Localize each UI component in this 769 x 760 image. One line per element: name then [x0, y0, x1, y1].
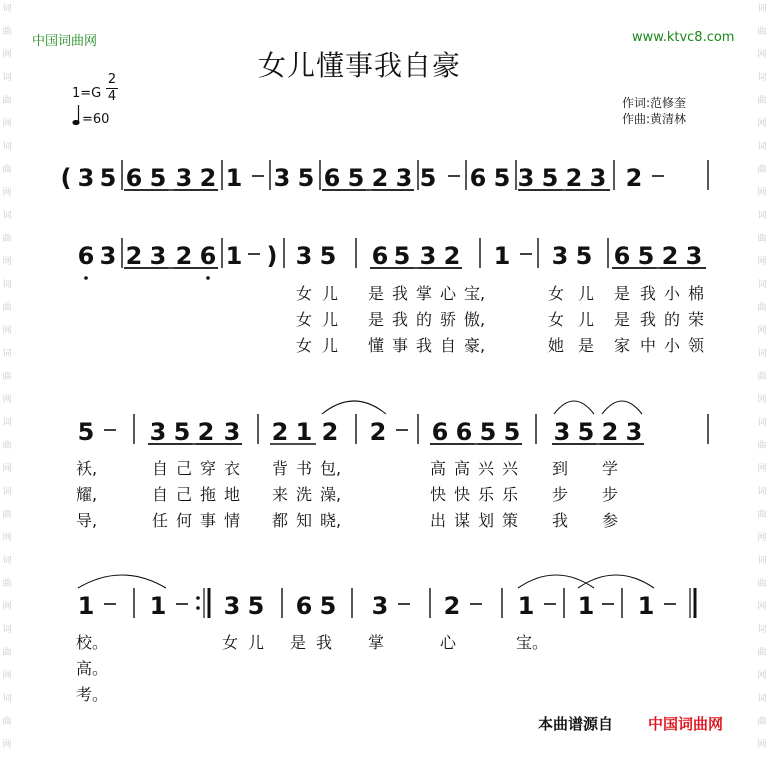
- lyric-verse1: 学: [602, 459, 619, 478]
- parenthesis: ): [266, 242, 278, 270]
- note-number: 5: [541, 164, 559, 192]
- lyric-verse1: 儿: [578, 284, 595, 303]
- note-number: 5: [77, 418, 95, 446]
- lyric-verse1: 是: [290, 633, 307, 652]
- watermark-char: 网: [2, 119, 12, 129]
- slur-arc: [578, 575, 654, 588]
- note-number: 2: [601, 418, 619, 446]
- lyric-verse3: 都: [272, 511, 289, 530]
- lyric-verse3: 策: [502, 511, 519, 530]
- watermark-char: 网: [2, 326, 12, 336]
- lyric-verse1: 包,: [320, 459, 342, 478]
- lyric-verse1: 袄,: [76, 459, 98, 478]
- lyric-verse2: 高。: [76, 659, 109, 678]
- lyric-verse3: 谋: [454, 511, 471, 530]
- low-octave-dot: [206, 276, 210, 280]
- lyric-verse2: 来: [272, 485, 289, 504]
- watermark-char: 曲: [757, 303, 767, 313]
- watermark-char: 词: [757, 4, 767, 14]
- lyric-verse1: 兴: [502, 459, 519, 478]
- note-number: 3: [223, 418, 241, 446]
- note-number: 6: [125, 164, 143, 192]
- low-octave-dot: [84, 276, 88, 280]
- watermark-char: 词: [2, 487, 12, 497]
- lyric-verse3: 是: [578, 336, 595, 355]
- lyric-verse2: 是: [614, 310, 631, 329]
- lyric-verse1: 掌: [416, 284, 433, 303]
- watermark-char: 网: [757, 188, 767, 198]
- note-number: 3: [419, 242, 437, 270]
- watermark-char: 词: [2, 625, 12, 635]
- note-number: 3: [77, 164, 95, 192]
- watermark-char: 网: [757, 50, 767, 60]
- note-number: 5: [637, 242, 655, 270]
- lyric-verse2: 的: [416, 310, 433, 329]
- lyric-verse3: 任: [152, 511, 169, 530]
- key-signature: 1=G: [72, 86, 102, 101]
- lyric-verse1: 我: [640, 284, 657, 303]
- note-number: 6: [469, 164, 487, 192]
- note-number: 3: [149, 242, 167, 270]
- note-number: 6: [371, 242, 389, 270]
- lyric-verse3: 我: [416, 336, 433, 355]
- watermark-char: 词: [757, 73, 767, 83]
- watermark-char: 词: [2, 418, 12, 428]
- lyric-verse3: 儿: [322, 336, 339, 355]
- lyric-verse1: 自: [152, 459, 169, 478]
- lyric-verse2: 女: [296, 310, 313, 329]
- watermark-char: 曲: [757, 717, 767, 727]
- lyric-verse2: 乐: [478, 485, 495, 504]
- repeat-dot: [196, 596, 200, 600]
- note-number: 2: [371, 164, 389, 192]
- site-name-top-left: 中国词曲网: [32, 34, 98, 49]
- lyric-verse3: 情: [224, 511, 241, 530]
- note-number: 5: [247, 592, 265, 620]
- lyric-verse1: 高: [454, 459, 471, 478]
- lyric-verse3: 导,: [76, 511, 98, 530]
- watermark-char: 曲: [2, 579, 12, 589]
- lyric-verse2: 澡,: [320, 485, 342, 504]
- watermark-char: 网: [2, 188, 12, 198]
- watermark-char: 词: [757, 694, 767, 704]
- watermark-char: 词: [757, 487, 767, 497]
- watermark-char: 曲: [757, 510, 767, 520]
- note-number: 6: [77, 242, 95, 270]
- lyric-verse2: 快: [454, 485, 471, 504]
- note-number: 3: [589, 164, 607, 192]
- slur-arc: [518, 575, 594, 588]
- note-number: 2: [661, 242, 679, 270]
- note-number: 5: [297, 164, 315, 192]
- watermark-char: 曲: [2, 303, 12, 313]
- slur-arc: [322, 401, 386, 414]
- lyric-verse2: 我: [640, 310, 657, 329]
- lyric-verse1: 是: [614, 284, 631, 303]
- lyric-verse2: 我: [392, 310, 409, 329]
- lyric-verse2: 荣: [688, 310, 705, 329]
- lyric-verse3: 晓,: [320, 511, 342, 530]
- note-number: 6: [323, 164, 341, 192]
- lyric-verse1: 女: [548, 284, 565, 303]
- note-number: 2: [271, 418, 289, 446]
- note-number: 3: [625, 418, 643, 446]
- watermark-char: 网: [2, 395, 12, 405]
- watermark-char: 曲: [2, 441, 12, 451]
- watermark-char: 词: [757, 349, 767, 359]
- note-number: 3: [551, 242, 569, 270]
- note-number: 5: [479, 418, 497, 446]
- lyric-verse2: 是: [368, 310, 385, 329]
- lyric-verse2: 耀,: [76, 485, 98, 504]
- watermark-char: 曲: [757, 234, 767, 244]
- watermark-char: 网: [2, 740, 12, 750]
- lyricist-credit: 作词:范修奎: [622, 96, 687, 110]
- lyric-verse1: 己: [176, 459, 193, 478]
- lyric-verse1: 棉: [688, 284, 705, 303]
- note-number: 5: [319, 242, 337, 270]
- lyric-verse3: 事: [200, 511, 217, 530]
- watermark-char: 词: [757, 211, 767, 221]
- watermark-char: 曲: [757, 96, 767, 106]
- watermark-char: 曲: [2, 96, 12, 106]
- watermark-char: 曲: [2, 648, 12, 658]
- note-number: 3: [517, 164, 535, 192]
- watermark-char: 曲: [2, 165, 12, 175]
- lyric-verse1: 心: [440, 284, 457, 303]
- lyric-verse3: 事: [392, 336, 409, 355]
- lyric-verse2: 儿: [578, 310, 595, 329]
- watermark-char: 曲: [2, 27, 12, 37]
- lyric-verse2: 快: [430, 485, 447, 504]
- watermark-char: 曲: [2, 717, 12, 727]
- lyric-verse2: 骄: [440, 310, 457, 329]
- note-number: 5: [493, 164, 511, 192]
- note-number: 5: [149, 164, 167, 192]
- watermark-char: 词: [757, 625, 767, 635]
- note-number: 5: [319, 592, 337, 620]
- slur-arc: [602, 401, 642, 414]
- lyric-verse1: 掌: [368, 633, 385, 652]
- lyric-verse1: 穿: [200, 459, 217, 478]
- lyric-verse2: 步: [602, 485, 619, 504]
- watermark-char: 词: [757, 280, 767, 290]
- lyric-verse1: 到: [552, 459, 569, 478]
- note-number: 6: [613, 242, 631, 270]
- footer-site-name: 中国词曲网: [648, 715, 724, 733]
- note-number: 3: [553, 418, 571, 446]
- watermark-char: 词: [757, 556, 767, 566]
- lyric-verse3: 考。: [76, 685, 109, 704]
- lyric-verse2: 步: [552, 485, 569, 504]
- lyric-verse1: 宝。: [516, 633, 549, 652]
- note-number: 3: [395, 164, 413, 192]
- note-number: 3: [273, 164, 291, 192]
- watermark-char: 网: [2, 602, 12, 612]
- composer-credit: 作曲:黄清林: [622, 112, 687, 126]
- note-number: 1: [225, 164, 243, 192]
- lyric-verse2: 自: [152, 485, 169, 504]
- note-number: 5: [173, 418, 191, 446]
- lyric-verse2: 乐: [502, 485, 519, 504]
- note-number: 2: [565, 164, 583, 192]
- lyric-verse1: 书: [296, 459, 313, 478]
- note-number: 5: [393, 242, 411, 270]
- watermark-char: 曲: [757, 579, 767, 589]
- lyric-verse1: 小: [664, 284, 681, 303]
- note-number: 2: [443, 242, 461, 270]
- lyric-verse3: 划: [478, 511, 495, 530]
- note-number: 5: [577, 418, 595, 446]
- parenthesis: (: [60, 164, 72, 192]
- watermark-char: 词: [2, 280, 12, 290]
- time-signature-bottom: 4: [107, 89, 117, 104]
- lyric-verse2: 傲,: [464, 310, 486, 329]
- watermark-char: 网: [757, 464, 767, 474]
- note-number: 5: [419, 164, 437, 192]
- watermark-char: 词: [2, 142, 12, 152]
- note-number: 3: [295, 242, 313, 270]
- watermark-char: 曲: [757, 648, 767, 658]
- lyric-verse1: 兴: [478, 459, 495, 478]
- watermark-char: 词: [2, 694, 12, 704]
- lyric-verse1: 儿: [248, 633, 265, 652]
- watermark-char: 网: [757, 533, 767, 543]
- lyric-verse2: 洗: [296, 485, 313, 504]
- repeat-dot: [196, 606, 200, 610]
- lyric-verse3: 我: [552, 511, 569, 530]
- watermark-char: 词: [2, 349, 12, 359]
- watermark-char: 网: [757, 119, 767, 129]
- watermark-char: 网: [757, 326, 767, 336]
- watermark-char: 网: [2, 533, 12, 543]
- lyric-verse3: 女: [296, 336, 313, 355]
- lyric-verse3: 她: [548, 336, 565, 355]
- slur-arc: [554, 401, 594, 414]
- lyric-verse1: 我: [392, 284, 409, 303]
- lyric-verse3: 知: [296, 511, 313, 530]
- watermark-char: 网: [2, 671, 12, 681]
- watermark-char: 曲: [757, 441, 767, 451]
- note-number: 1: [149, 592, 167, 620]
- slur-arc: [78, 575, 166, 588]
- note-number: 1: [295, 418, 313, 446]
- note-number: 3: [223, 592, 241, 620]
- lyric-verse3: 出: [430, 511, 447, 530]
- note-number: 1: [517, 592, 535, 620]
- lyric-verse1: 宝,: [464, 284, 486, 303]
- lyric-verse3: 懂: [368, 336, 385, 355]
- note-number: 1: [493, 242, 511, 270]
- note-number: 1: [225, 242, 243, 270]
- note-number: 3: [685, 242, 703, 270]
- watermark-char: 词: [2, 556, 12, 566]
- lyric-verse2: 的: [664, 310, 681, 329]
- note-number: 3: [175, 164, 193, 192]
- note-number: 2: [321, 418, 339, 446]
- site-url-top-right: www.ktvc8.com: [632, 30, 735, 45]
- watermark-char: 词: [2, 73, 12, 83]
- lyric-verse2: 己: [176, 485, 193, 504]
- note-number: 1: [637, 592, 655, 620]
- watermark-char: 网: [757, 395, 767, 405]
- lyric-verse2: 拖: [200, 485, 217, 504]
- lyric-verse3: 小: [664, 336, 681, 355]
- lyric-verse1: 衣: [224, 459, 241, 478]
- watermark-char: 曲: [2, 234, 12, 244]
- lyric-verse3: 领: [688, 336, 705, 355]
- lyric-verse1: 心: [440, 633, 457, 652]
- lyric-verse2: 地: [224, 485, 241, 504]
- lyric-verse3: 中: [640, 336, 657, 355]
- watermark-char: 曲: [2, 372, 12, 382]
- note-number: 2: [369, 418, 387, 446]
- note-number: 6: [295, 592, 313, 620]
- watermark-char: 曲: [2, 510, 12, 520]
- lyric-verse1: 背: [272, 459, 289, 478]
- note-number: 5: [503, 418, 521, 446]
- lyric-verse2: 女: [548, 310, 565, 329]
- note-number: 2: [199, 164, 217, 192]
- note-number: 5: [99, 164, 117, 192]
- note-number: 3: [371, 592, 389, 620]
- note-number: 6: [199, 242, 217, 270]
- lyric-verse1: 女: [222, 633, 239, 652]
- watermark-char: 网: [757, 671, 767, 681]
- watermark-char: 词: [2, 4, 12, 14]
- watermark-char: 网: [2, 50, 12, 60]
- lyric-verse1: 我: [316, 633, 333, 652]
- lyric-verse1: 是: [368, 284, 385, 303]
- song-title: 女儿懂事我自豪: [258, 49, 462, 82]
- note-number: 2: [175, 242, 193, 270]
- note-number: 3: [149, 418, 167, 446]
- watermark-char: 网: [2, 464, 12, 474]
- note-number: 3: [99, 242, 117, 270]
- time-signature-top: 2: [107, 72, 117, 87]
- watermark-char: 曲: [757, 372, 767, 382]
- lyric-verse1: 校。: [76, 633, 109, 652]
- lyric-verse2: 儿: [322, 310, 339, 329]
- note-number: 6: [431, 418, 449, 446]
- tempo-marking: =60: [82, 112, 110, 127]
- watermark-char: 曲: [757, 165, 767, 175]
- watermark-char: 网: [2, 257, 12, 267]
- watermark-char: 网: [757, 257, 767, 267]
- lyric-verse3: 家: [614, 336, 631, 355]
- lyric-verse3: 自: [440, 336, 457, 355]
- note-number: 2: [443, 592, 461, 620]
- note-number: 6: [455, 418, 473, 446]
- note-number: 1: [577, 592, 595, 620]
- note-number: 2: [197, 418, 215, 446]
- lyric-verse3: 参: [602, 511, 619, 530]
- note-number: 5: [347, 164, 365, 192]
- watermark-char: 曲: [757, 27, 767, 37]
- note-number: 2: [125, 242, 143, 270]
- note-number: 1: [77, 592, 95, 620]
- watermark-char: 词: [757, 142, 767, 152]
- lyric-verse3: 何: [176, 511, 193, 530]
- watermark-char: 词: [2, 211, 12, 221]
- lyric-verse3: 豪,: [464, 336, 486, 355]
- watermark-char: 网: [757, 602, 767, 612]
- lyric-verse1: 儿: [322, 284, 339, 303]
- watermark-char: 词: [757, 418, 767, 428]
- lyric-verse1: 高: [430, 459, 447, 478]
- note-number: 5: [575, 242, 593, 270]
- footer-source-label: 本曲谱源自: [538, 715, 614, 733]
- lyric-verse1: 女: [296, 284, 313, 303]
- watermark-char: 网: [757, 740, 767, 750]
- note-number: 2: [625, 164, 643, 192]
